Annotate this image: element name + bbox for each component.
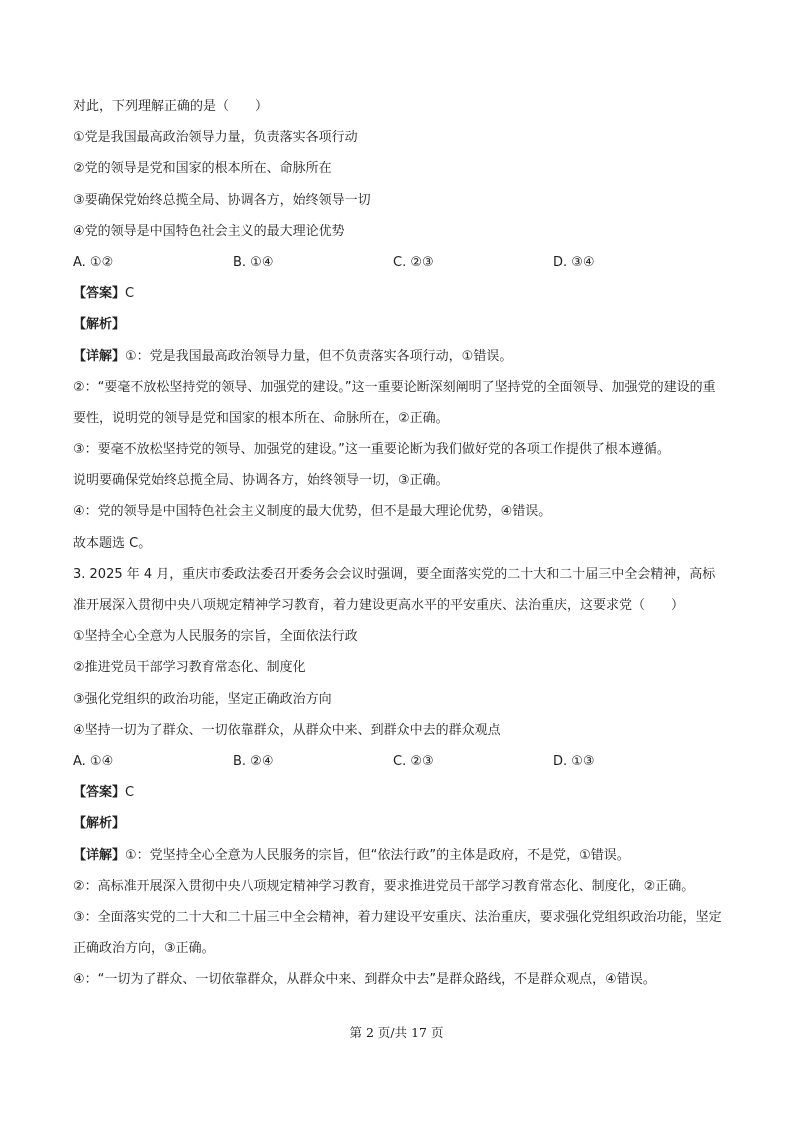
- detail-1: [73, 341, 728, 372]
- q3-option-c: C. ②③: [393, 754, 434, 769]
- detail-3b: 说明要确保党始终总揽全局、协调各方，始终领导一切，③正确。: [73, 473, 449, 489]
- q3-analysis-tag: 【解析】: [73, 816, 126, 832]
- detail-2: ②：“要毫不放松坚持党的领导、加强党的建设。”这一重要论断深刻阐明了坚持党的全面领导、加强党的建设的重要性，说明党的领导是党和国家的根本所在、命脉所在，②正确。: [73, 379, 716, 426]
- q3-statement-2: ②推进党员干部学习教育常态化、制度化: [73, 660, 306, 676]
- option-d: D. ③④: [553, 254, 595, 270]
- q3-detail-1-text: ①：党坚持全心全意为人民服务的宗旨，但“依法行政”的主体是政府，不是党，①错误。: [125, 847, 630, 863]
- answer-tag: 【答案】: [73, 286, 126, 302]
- analysis-tag: 【解析】: [73, 317, 126, 333]
- question-3-stem: 3. 2025 年 4 月，重庆市委政法委召开委务会会议时强调，要全面落实党的二十大和二十届三中全会精神，高标准开展深入贯彻中央八项规定精神学习教育，着力建设更高水平的平安重庆、法治重庆，这要求党（ ）: [73, 566, 716, 614]
- q3-detail-4: ④：“一切为了群众、一切依靠群众，从群众中来、到群众中去”是群众路线，不是群众观点，④错误。: [73, 972, 656, 988]
- q3-detail-tag: 【详解】: [73, 847, 126, 863]
- q3-statement-4: ④坚持一切为了群众、一切依靠群众，从群众中来、到群众中去的群众观点: [73, 722, 501, 738]
- statement-4: ④党的领导是中国特色社会主义的最大理论优势: [73, 223, 345, 239]
- question-2-stem: 对此，下列理解正确的是（ ）: [73, 99, 269, 114]
- q3-statement-3: ③强化党组织的政治功能，坚定正确政治方向: [73, 691, 332, 707]
- answer-value: C: [125, 286, 135, 302]
- answer-line: [73, 278, 728, 309]
- q3-option-d: D. ①③: [553, 754, 595, 769]
- q3-option-b: B. ②④: [233, 754, 274, 769]
- q3-answer-value: C: [125, 785, 135, 801]
- detail-4: ④：党的领导是中国特色社会主义制度的最大优势，但不是最大理论优势，④错误。: [73, 504, 552, 520]
- page-footer: 第 2 页/共 17 页: [349, 1025, 444, 1040]
- detail-3a: ③：要毫不放松坚持党的领导、加强党的建设。”这一重要论断为我们做好党的各项工作提供了根本遵循。: [73, 442, 670, 458]
- statement-3: ③要确保党始终总揽全局、协调各方，始终领导一切: [73, 192, 371, 208]
- document-page: [73, 91, 728, 996]
- q3-detail-3: ③：全面落实党的二十大和二十届三中全会精神，着力建设平安重庆、法治重庆，要求强化党组织政治功能，坚定正确政治方向，③正确。: [73, 909, 722, 957]
- detail-tag: 【详解】: [73, 348, 126, 364]
- statement-2: ②党的领导是党和国家的根本所在、命脉所在: [73, 161, 332, 177]
- statement-1: ①党是我国最高政治领导力量，负责落实各项行动: [73, 130, 358, 146]
- q3-statement-1: ①坚持全心全意为人民服务的宗旨，全面依法行政: [73, 629, 358, 645]
- options-row: [73, 247, 728, 278]
- option-b: B. ①④: [233, 254, 274, 270]
- q3-answer-line: [73, 777, 728, 808]
- q3-answer-tag: 【答案】: [73, 785, 126, 801]
- q3-detail-1: [73, 840, 728, 871]
- q3-option-a: A. ①④: [73, 754, 114, 769]
- q3-detail-2: ②：高标准开展深入贯彻中央八项规定精神学习教育，要求推进党员干部学习教育常态化、制度化，②正确。: [73, 878, 695, 894]
- conclusion: 故本题选 C。: [73, 535, 152, 551]
- option-a: A. ①②: [73, 254, 114, 270]
- detail-1-text: ①：党是我国最高政治领导力量，但不负责落实各项行动，①错误。: [125, 348, 513, 364]
- option-c: C. ②③: [393, 254, 434, 270]
- q3-options-row: [73, 746, 728, 777]
